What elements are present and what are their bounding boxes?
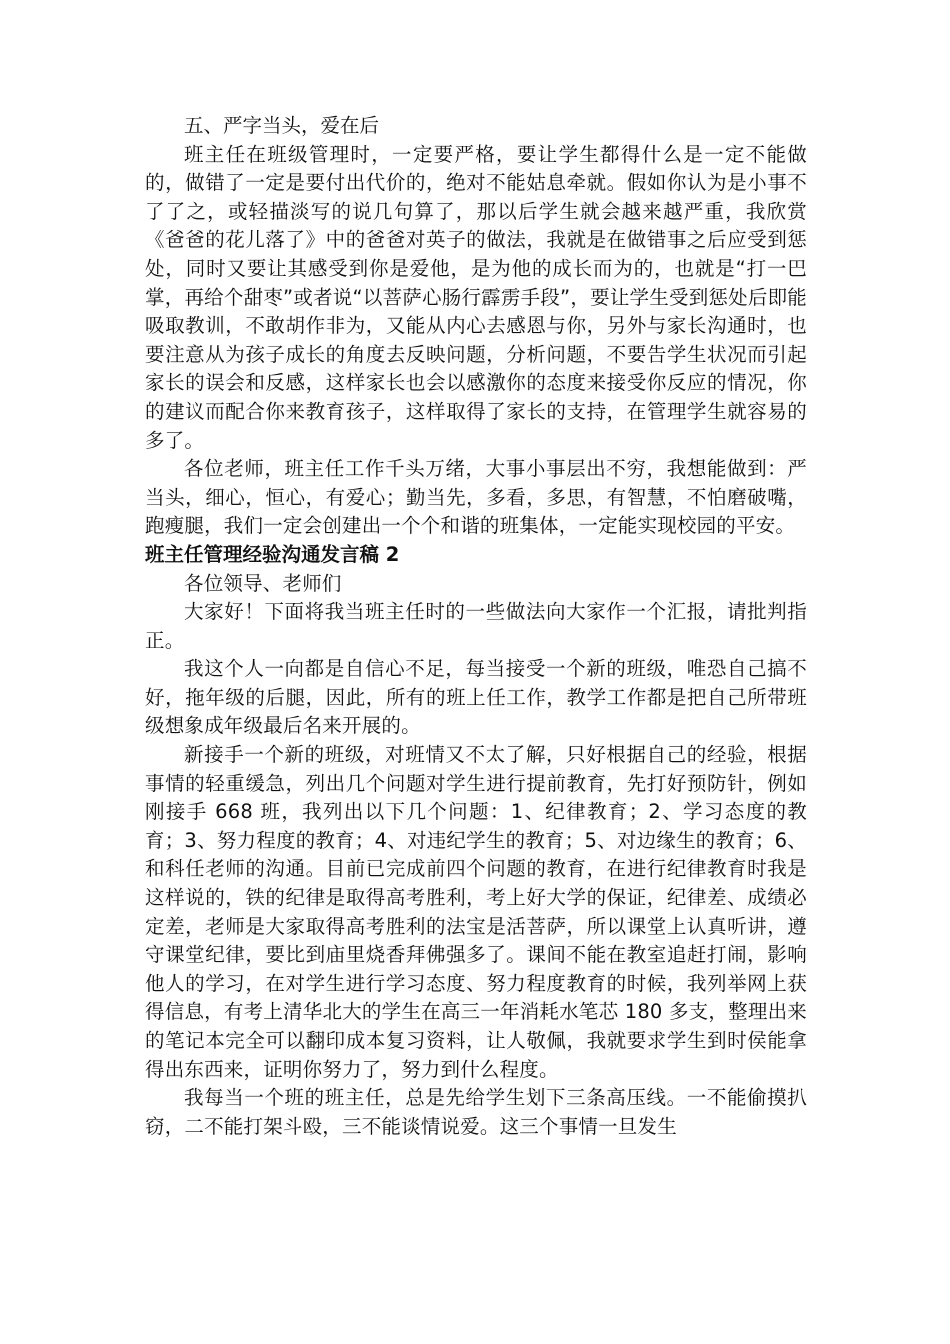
paragraph-strict-first: 班主任在班级管理时，一定要严格，要让学生都得什么是一定不能做的，做错了一定是要付出代价的，绝对不能姑息牵就。假如你认为是小事不了了之，或轻描淡写的说几句算了，那以后学生就会越来越严重，我欣赏《爸爸的花儿落了》中的爸爸对英子的做法，我就是在做错事之后应受到惩处，同时又要让其感受到你是爱他，是为他的成长而为的，也就是“打一巴掌，再给个甜枣”或者说“以菩萨心肠行霹雳手段”，要让学生受到惩处后即能吸取教训，不敢胡作非为，又能从内心去感恩与你，另外与家长沟通时，也要注意从为孩子成长的角度去反映问题，分析问题，不要告学生状况而引起家长的误会和反感，这样家长也会以感激你的态度来接受你反应的情况，你的建议而配合你来教育孩子，这样取得了家长的支持，在管理学生就容易的多了。: [145, 142, 807, 452]
paragraph-three-lines: 我每当一个班的班主任，总是先给学生划下三条高压线。一不能偷摸扒窃，二不能打架斗殴，三不能谈情说爱。这三个事情一旦发生: [145, 1086, 807, 1138]
paragraph-conclusion: 各位老师，班主任工作千头万绪，大事小事层出不穷，我想能做到：严当头，细心，恒心，有爱心；勤当先，多看，多思，有智慧，不怕磨破嘴，跑瘦腿，我们一定会创建出一个个和谐的班集体，一定能实现校园的平安。: [145, 457, 807, 538]
section-heading: 五、严字当头，爱在后: [184, 114, 380, 137]
document-page: [145, 112, 807, 1141]
document-title: 班主任管理经验沟通发言稿 2: [145, 542, 400, 566]
paragraph-new-class: 新接手一个新的班级，对班情又不太了解，只好根据自己的经验，根据事情的轻重缓急，列出几个问题对学生进行提前教育，先打好预防针，例如刚接手 668 班，我列出以下几个问题：1、纪律教育；2、学习态度的教育；3、努力程度的教育；4、对违纪学生的教育；5、对边缘生的教育；6、和科任老师的沟通。目前已完成前四个问题的教育，在进行纪律教育时我是这样说的，铁的纪律是取得高考胜利，考上好大学的保证，纪律差、成绩必定差，老师是大家取得高考胜利的法宝是活菩萨，所以课堂上认真听讲，遵守课堂纪律，要比到庙里烧香拜佛强多了。课间不能在教室追赶打闹，影响他人的学习，在对学生进行学习态度、努力程度教育的时候，我列举网上获得信息，有考上清华北大的学生在高三一年消耗水笔芯 180 多支，整理出来的笔记本完全可以翻印成本复习资料，让人敬佩，我就要求学生到时侯能拿得出东西来，证明你努力了，努力到什么程度。: [145, 743, 807, 1081]
paragraph-confidence: 我这个人一向都是自信心不足，每当接受一个新的班级，唯恐自己搞不好，拖年级的后腿，因此，所有的班上任工作，教学工作都是把自己所带班级想象成年级最后名来开展的。: [145, 657, 807, 738]
greeting: 各位领导、老师们: [184, 571, 342, 595]
paragraph-intro: 大家好！下面将我当班主任时的一些做法向大家作一个汇报，请批判指正。: [145, 600, 807, 652]
